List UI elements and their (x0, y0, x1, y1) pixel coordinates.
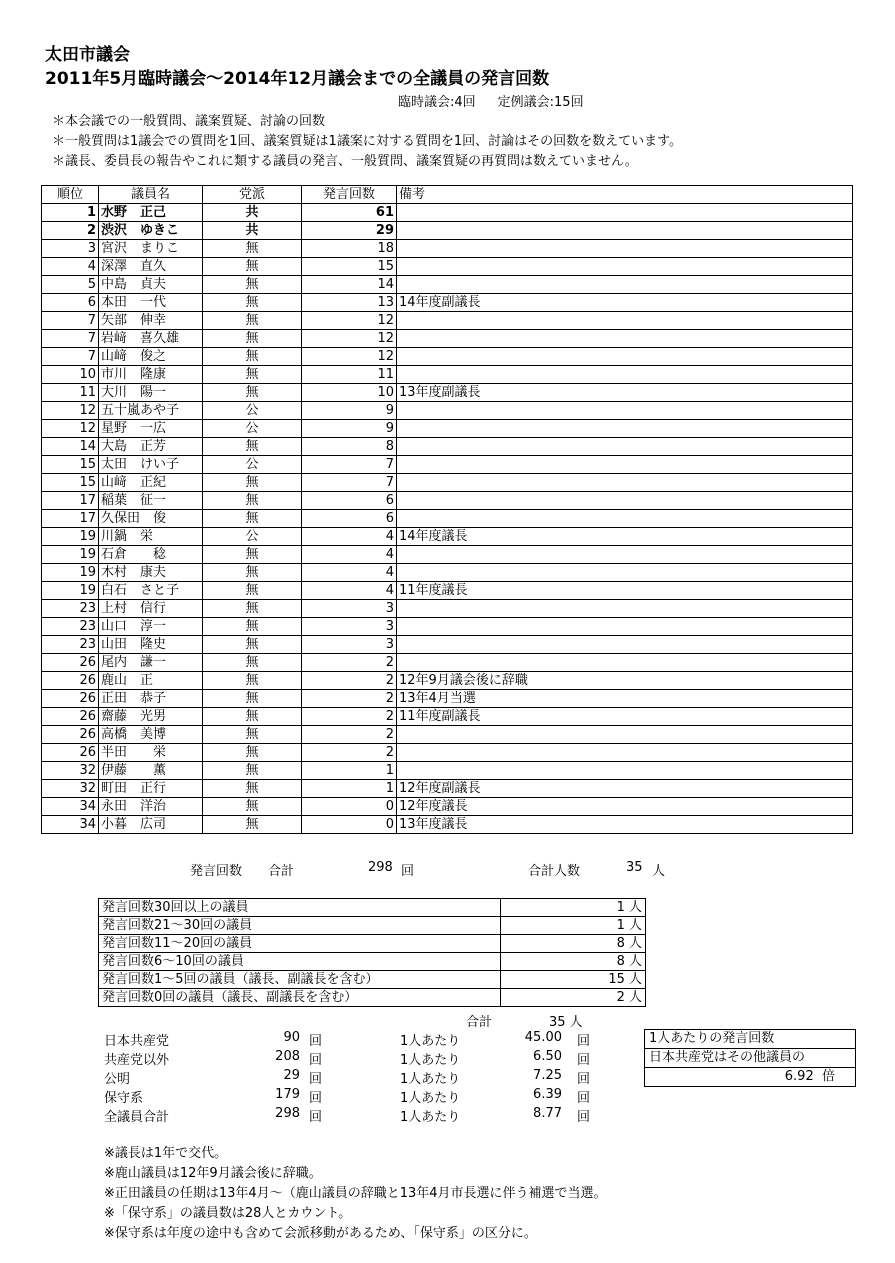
distribution-total-label: 合計 (466, 1015, 493, 1030)
cell-rank: 4 (42, 258, 99, 276)
cell-party: 共 (203, 204, 302, 222)
cell-name: 尾内 謙一 (99, 654, 203, 672)
extra-session-count: 臨時議会:4回 (398, 95, 476, 110)
table-row (42, 384, 853, 402)
party-per-unit: 回 (577, 1110, 591, 1125)
cell-remark (397, 330, 853, 348)
cell-name: 町田 正行 (99, 780, 203, 798)
party-per: 45.00 (524, 1030, 562, 1045)
cell-party: 公 (203, 456, 302, 474)
distribution-total-value: 35 人 (549, 1015, 583, 1030)
cell-count: 1 (302, 780, 397, 798)
cell-remark (397, 240, 853, 258)
cell-remark (397, 438, 853, 456)
cell-name: 小暮 広司 (99, 816, 203, 834)
footnote-2: ※鹿山議員は12年9月議会後に辞職。 (104, 1166, 322, 1181)
cell-name: 正田 恭子 (99, 690, 203, 708)
cell-name: 五十嵐あや子 (99, 402, 203, 420)
cell-name: 山﨑 俊之 (99, 348, 203, 366)
table-row (42, 492, 853, 510)
party-count: 208 (275, 1049, 300, 1064)
cell-rank: 32 (42, 780, 99, 798)
table-row (42, 582, 853, 600)
note-2: ＊一般質問は1議会での質問を1回、議案質疑は1議案に対する質問を1回、討論はその回数を数えています。 (52, 134, 683, 149)
cell-remark (397, 546, 853, 564)
cell-name: 木村 康夫 (99, 564, 203, 582)
cell-party: 無 (203, 330, 302, 348)
comparison-line1: 1人あたりの発言回数 (645, 1030, 855, 1049)
cell-count: 2 (302, 726, 397, 744)
cell-name: 大川 陽一 (99, 384, 203, 402)
table-row (42, 366, 853, 384)
cell-name: 山田 隆史 (99, 636, 203, 654)
cell-count: 11 (302, 366, 397, 384)
cell-remark (397, 762, 853, 780)
cell-rank: 7 (42, 330, 99, 348)
total-people-label: 合計人数 (528, 864, 581, 879)
cell-name: 稲葉 征一 (99, 492, 203, 510)
cell-remark (397, 474, 853, 492)
cell-name: 山﨑 正紀 (99, 474, 203, 492)
cell-rank: 7 (42, 312, 99, 330)
cell-count: 12 (302, 312, 397, 330)
cell-party: 共 (203, 222, 302, 240)
footnote-1: ※議長は1年で交代。 (104, 1146, 228, 1161)
cell-name: 久保田 俊 (99, 510, 203, 528)
cell-rank: 19 (42, 546, 99, 564)
party-unit: 回 (309, 1091, 323, 1106)
cell-remark: 14年度副議長 (397, 294, 853, 312)
table-row (42, 258, 853, 276)
party-per-unit: 回 (577, 1034, 591, 1049)
cell-rank: 19 (42, 564, 99, 582)
table-row (42, 474, 853, 492)
cell-count: 2 (302, 708, 397, 726)
cell-party: 無 (203, 294, 302, 312)
header-remark: 備考 (397, 186, 853, 204)
cell-count: 15 (302, 258, 397, 276)
cell-party: 無 (203, 258, 302, 276)
cell-count: 2 (302, 672, 397, 690)
cell-rank: 1 (42, 204, 99, 222)
cell-party: 無 (203, 510, 302, 528)
total-count-value: 298 (368, 860, 393, 875)
table-row (42, 798, 853, 816)
page-title: 2011年5月臨時議会～2014年12月議会までの全議員の発言回数 (45, 69, 550, 89)
cell-remark: 11年度副議長 (397, 708, 853, 726)
cell-party: 無 (203, 798, 302, 816)
cell-remark: 13年4月当選 (397, 690, 853, 708)
cell-remark (397, 492, 853, 510)
party-per-label: 1人あたり (400, 1053, 461, 1068)
cell-remark (397, 222, 853, 240)
header-count: 発言回数 (302, 186, 397, 204)
cell-count: 3 (302, 600, 397, 618)
cell-party: 無 (203, 744, 302, 762)
cell-party: 公 (203, 420, 302, 438)
cell-count: 2 (302, 690, 397, 708)
cell-party: 無 (203, 348, 302, 366)
cell-party: 無 (203, 564, 302, 582)
cell-rank: 3 (42, 240, 99, 258)
party-count: 179 (275, 1087, 300, 1102)
table-row (42, 294, 853, 312)
table-row (42, 456, 853, 474)
cell-rank: 23 (42, 600, 99, 618)
speech-count-table (41, 185, 853, 834)
cell-remark (397, 456, 853, 474)
session-counts (398, 91, 584, 110)
cell-party: 無 (203, 618, 302, 636)
distribution-value: 8 人 (501, 935, 646, 953)
cell-name: 市川 隆康 (99, 366, 203, 384)
party-unit: 回 (309, 1072, 323, 1087)
party-unit: 回 (309, 1053, 323, 1068)
party-per: 6.50 (533, 1049, 562, 1064)
cell-count: 7 (302, 456, 397, 474)
cell-count: 0 (302, 816, 397, 834)
cell-count: 4 (302, 528, 397, 546)
cell-party: 無 (203, 780, 302, 798)
cell-name: 宮沢 まりこ (99, 240, 203, 258)
cell-rank: 26 (42, 690, 99, 708)
cell-count: 0 (302, 798, 397, 816)
cell-count: 3 (302, 618, 397, 636)
cell-rank: 17 (42, 492, 99, 510)
cell-party: 無 (203, 546, 302, 564)
cell-rank: 14 (42, 438, 99, 456)
party-name: 共産党以外 (104, 1053, 170, 1068)
distribution-label: 発言回数11～20回の議員 (99, 935, 501, 953)
cell-rank: 12 (42, 420, 99, 438)
cell-rank: 19 (42, 528, 99, 546)
cell-remark (397, 636, 853, 654)
cell-count: 4 (302, 582, 397, 600)
party-per-unit: 回 (577, 1053, 591, 1068)
party-name: 全議員合計 (104, 1110, 170, 1125)
table-row (42, 726, 853, 744)
cell-rank: 17 (42, 510, 99, 528)
distribution-row (99, 935, 646, 953)
table-row (42, 330, 853, 348)
party-name: 公明 (104, 1072, 131, 1087)
cell-count: 6 (302, 510, 397, 528)
cell-count: 13 (302, 294, 397, 312)
table-row (42, 438, 853, 456)
cell-remark (397, 726, 853, 744)
cell-remark (397, 600, 853, 618)
table-row (42, 204, 853, 222)
party-per-unit: 回 (577, 1091, 591, 1106)
distribution-label: 発言回数30回以上の議員 (99, 899, 501, 917)
cell-remark (397, 618, 853, 636)
cell-count: 6 (302, 492, 397, 510)
cell-party: 無 (203, 582, 302, 600)
total-count-label: 発言回数 (190, 864, 243, 879)
cell-party: 無 (203, 366, 302, 384)
distribution-row (99, 989, 646, 1007)
cell-rank: 26 (42, 654, 99, 672)
cell-count: 4 (302, 564, 397, 582)
cell-rank: 34 (42, 798, 99, 816)
cell-rank: 26 (42, 672, 99, 690)
cell-party: 公 (203, 528, 302, 546)
cell-name: 高橋 美博 (99, 726, 203, 744)
cell-rank: 15 (42, 456, 99, 474)
table-row (42, 348, 853, 366)
footnote-5: ※保守系は年度の途中も含めて会派移動があるため、「保守系」の区分に。 (104, 1226, 537, 1241)
table-row (42, 618, 853, 636)
table-row (42, 240, 853, 258)
cell-rank: 11 (42, 384, 99, 402)
header-rank: 順位 (42, 186, 99, 204)
cell-party: 無 (203, 474, 302, 492)
cell-remark: 12年度副議長 (397, 780, 853, 798)
cell-rank: 2 (42, 222, 99, 240)
cell-party: 無 (203, 708, 302, 726)
table-row (42, 222, 853, 240)
distribution-label: 発言回数1～5回の議員（議長、副議長を含む） (99, 971, 501, 989)
cell-count: 2 (302, 654, 397, 672)
distribution-row (99, 899, 646, 917)
cell-remark (397, 654, 853, 672)
comparison-box (644, 1029, 856, 1087)
distribution-row (99, 971, 646, 989)
cell-party: 無 (203, 816, 302, 834)
cell-party: 公 (203, 402, 302, 420)
table-row (42, 600, 853, 618)
cell-rank: 15 (42, 474, 99, 492)
cell-party: 無 (203, 654, 302, 672)
party-name: 日本共産党 (104, 1034, 170, 1049)
cell-rank: 6 (42, 294, 99, 312)
cell-remark (397, 510, 853, 528)
comparison-value: 6.92 (784, 1069, 814, 1084)
distribution-label: 発言回数0回の議員（議長、副議長を含む） (99, 989, 501, 1007)
cell-count: 7 (302, 474, 397, 492)
table-row (42, 780, 853, 798)
cell-rank: 23 (42, 618, 99, 636)
table-row (42, 816, 853, 834)
cell-rank: 5 (42, 276, 99, 294)
cell-count: 12 (302, 348, 397, 366)
cell-name: 中島 貞夫 (99, 276, 203, 294)
cell-rank: 34 (42, 816, 99, 834)
distribution-value: 15 人 (501, 971, 646, 989)
table-row (42, 546, 853, 564)
cell-rank: 19 (42, 582, 99, 600)
cell-count: 3 (302, 636, 397, 654)
cell-party: 無 (203, 600, 302, 618)
table-row (42, 762, 853, 780)
cell-remark: 14年度議長 (397, 528, 853, 546)
party-count: 29 (283, 1068, 300, 1083)
cell-remark (397, 258, 853, 276)
party-per-label: 1人あたり (400, 1072, 461, 1087)
comparison-value-row (645, 1068, 855, 1086)
party-count: 298 (275, 1106, 300, 1121)
cell-name: 川鍋 栄 (99, 528, 203, 546)
total-people-unit: 人 (652, 864, 666, 879)
cell-name: 岩﨑 喜久雄 (99, 330, 203, 348)
cell-party: 無 (203, 384, 302, 402)
cell-party: 無 (203, 762, 302, 780)
cell-name: 水野 正己 (99, 204, 203, 222)
cell-name: 大島 正芳 (99, 438, 203, 456)
table-row (42, 510, 853, 528)
header-party: 党派 (203, 186, 302, 204)
cell-name: 永田 洋治 (99, 798, 203, 816)
table-row (42, 528, 853, 546)
distribution-value: 1 人 (501, 917, 646, 935)
table-row (42, 690, 853, 708)
cell-remark (397, 564, 853, 582)
cell-count: 29 (302, 222, 397, 240)
cell-rank: 12 (42, 402, 99, 420)
cell-name: 太田 けい子 (99, 456, 203, 474)
party-count: 90 (283, 1030, 300, 1045)
regular-session-count: 定例議会:15回 (497, 95, 584, 110)
cell-rank: 32 (42, 762, 99, 780)
cell-remark (397, 348, 853, 366)
party-per-label: 1人あたり (400, 1034, 461, 1049)
cell-count: 8 (302, 438, 397, 456)
cell-count: 10 (302, 384, 397, 402)
footnote-3: ※正田議員の任期は13年4月～（鹿山議員の辞職と13年4月市長選に伴う補選で当選。 (104, 1186, 607, 1201)
distribution-value: 1 人 (501, 899, 646, 917)
party-unit: 回 (309, 1034, 323, 1049)
cell-rank: 10 (42, 366, 99, 384)
cell-name: 白石 さと子 (99, 582, 203, 600)
org-title: 太田市議会 (45, 45, 130, 65)
cell-rank: 23 (42, 636, 99, 654)
cell-remark (397, 402, 853, 420)
table-row (42, 276, 853, 294)
table-row (42, 708, 853, 726)
cell-remark: 13年度議長 (397, 816, 853, 834)
header-name: 議員名 (99, 186, 203, 204)
distribution-value: 8 人 (501, 953, 646, 971)
table-row (42, 672, 853, 690)
distribution-table (98, 898, 646, 1007)
cell-count: 4 (302, 546, 397, 564)
cell-rank: 26 (42, 744, 99, 762)
cell-party: 無 (203, 636, 302, 654)
cell-remark (397, 366, 853, 384)
party-per: 7.25 (533, 1068, 562, 1083)
cell-remark: 12年度議長 (397, 798, 853, 816)
table-row (42, 420, 853, 438)
cell-count: 18 (302, 240, 397, 258)
comparison-unit: 倍 (821, 1069, 835, 1084)
cell-count: 1 (302, 762, 397, 780)
cell-remark: 11年度議長 (397, 582, 853, 600)
table-row (42, 402, 853, 420)
cell-name: 鹿山 正 (99, 672, 203, 690)
cell-name: 石倉 稔 (99, 546, 203, 564)
cell-remark (397, 420, 853, 438)
cell-name: 山口 淳一 (99, 618, 203, 636)
cell-name: 星野 一広 (99, 420, 203, 438)
cell-remark: 12年9月議会後に辞職 (397, 672, 853, 690)
cell-count: 9 (302, 402, 397, 420)
party-per-label: 1人あたり (400, 1091, 461, 1106)
cell-name: 渋沢 ゆきこ (99, 222, 203, 240)
distribution-row (99, 953, 646, 971)
cell-count: 2 (302, 744, 397, 762)
distribution-label: 発言回数21～30回の議員 (99, 917, 501, 935)
party-name: 保守系 (104, 1091, 144, 1106)
comparison-line2: 日本共産党はその他議員の (645, 1049, 855, 1068)
cell-name: 伊藤 薫 (99, 762, 203, 780)
party-per: 8.77 (533, 1106, 562, 1121)
cell-party: 無 (203, 672, 302, 690)
party-unit: 回 (309, 1110, 323, 1125)
cell-party: 無 (203, 690, 302, 708)
distribution-label: 発言回数6～10回の議員 (99, 953, 501, 971)
cell-party: 無 (203, 240, 302, 258)
cell-count: 61 (302, 204, 397, 222)
cell-name: 矢部 伸幸 (99, 312, 203, 330)
total-sum-label: 合計 (268, 864, 295, 879)
party-per-unit: 回 (577, 1072, 591, 1087)
table-header-row (42, 186, 853, 204)
cell-remark (397, 204, 853, 222)
cell-remark (397, 276, 853, 294)
note-1: ＊本会議での一般質問、議案質疑、討論の回数 (52, 114, 326, 129)
table-row (42, 654, 853, 672)
cell-rank: 7 (42, 348, 99, 366)
party-per: 6.39 (533, 1087, 562, 1102)
total-people-value: 35 (626, 860, 643, 875)
cell-party: 無 (203, 312, 302, 330)
cell-remark: 13年度副議長 (397, 384, 853, 402)
cell-rank: 26 (42, 726, 99, 744)
distribution-value: 2 人 (501, 989, 646, 1007)
table-row (42, 312, 853, 330)
cell-name: 半田 栄 (99, 744, 203, 762)
party-per-label: 1人あたり (400, 1110, 461, 1125)
table-row (42, 636, 853, 654)
table-row (42, 744, 853, 762)
note-3: ＊議長、委員長の報告やこれに類する議員の発言、一般質問、議案質疑の再質問は数えていません。 (52, 154, 638, 169)
footnote-4: ※「保守系」の議員数は28人とカウント。 (104, 1206, 352, 1221)
cell-remark (397, 744, 853, 762)
cell-count: 14 (302, 276, 397, 294)
cell-count: 9 (302, 420, 397, 438)
cell-count: 12 (302, 330, 397, 348)
cell-party: 無 (203, 276, 302, 294)
cell-party: 無 (203, 492, 302, 510)
cell-party: 無 (203, 438, 302, 456)
table-row (42, 564, 853, 582)
cell-rank: 26 (42, 708, 99, 726)
cell-name: 齋藤 光男 (99, 708, 203, 726)
distribution-row (99, 917, 646, 935)
cell-name: 上村 信行 (99, 600, 203, 618)
total-count-unit: 回 (401, 864, 415, 879)
cell-remark (397, 312, 853, 330)
cell-name: 本田 一代 (99, 294, 203, 312)
cell-name: 深澤 直久 (99, 258, 203, 276)
cell-party: 無 (203, 726, 302, 744)
